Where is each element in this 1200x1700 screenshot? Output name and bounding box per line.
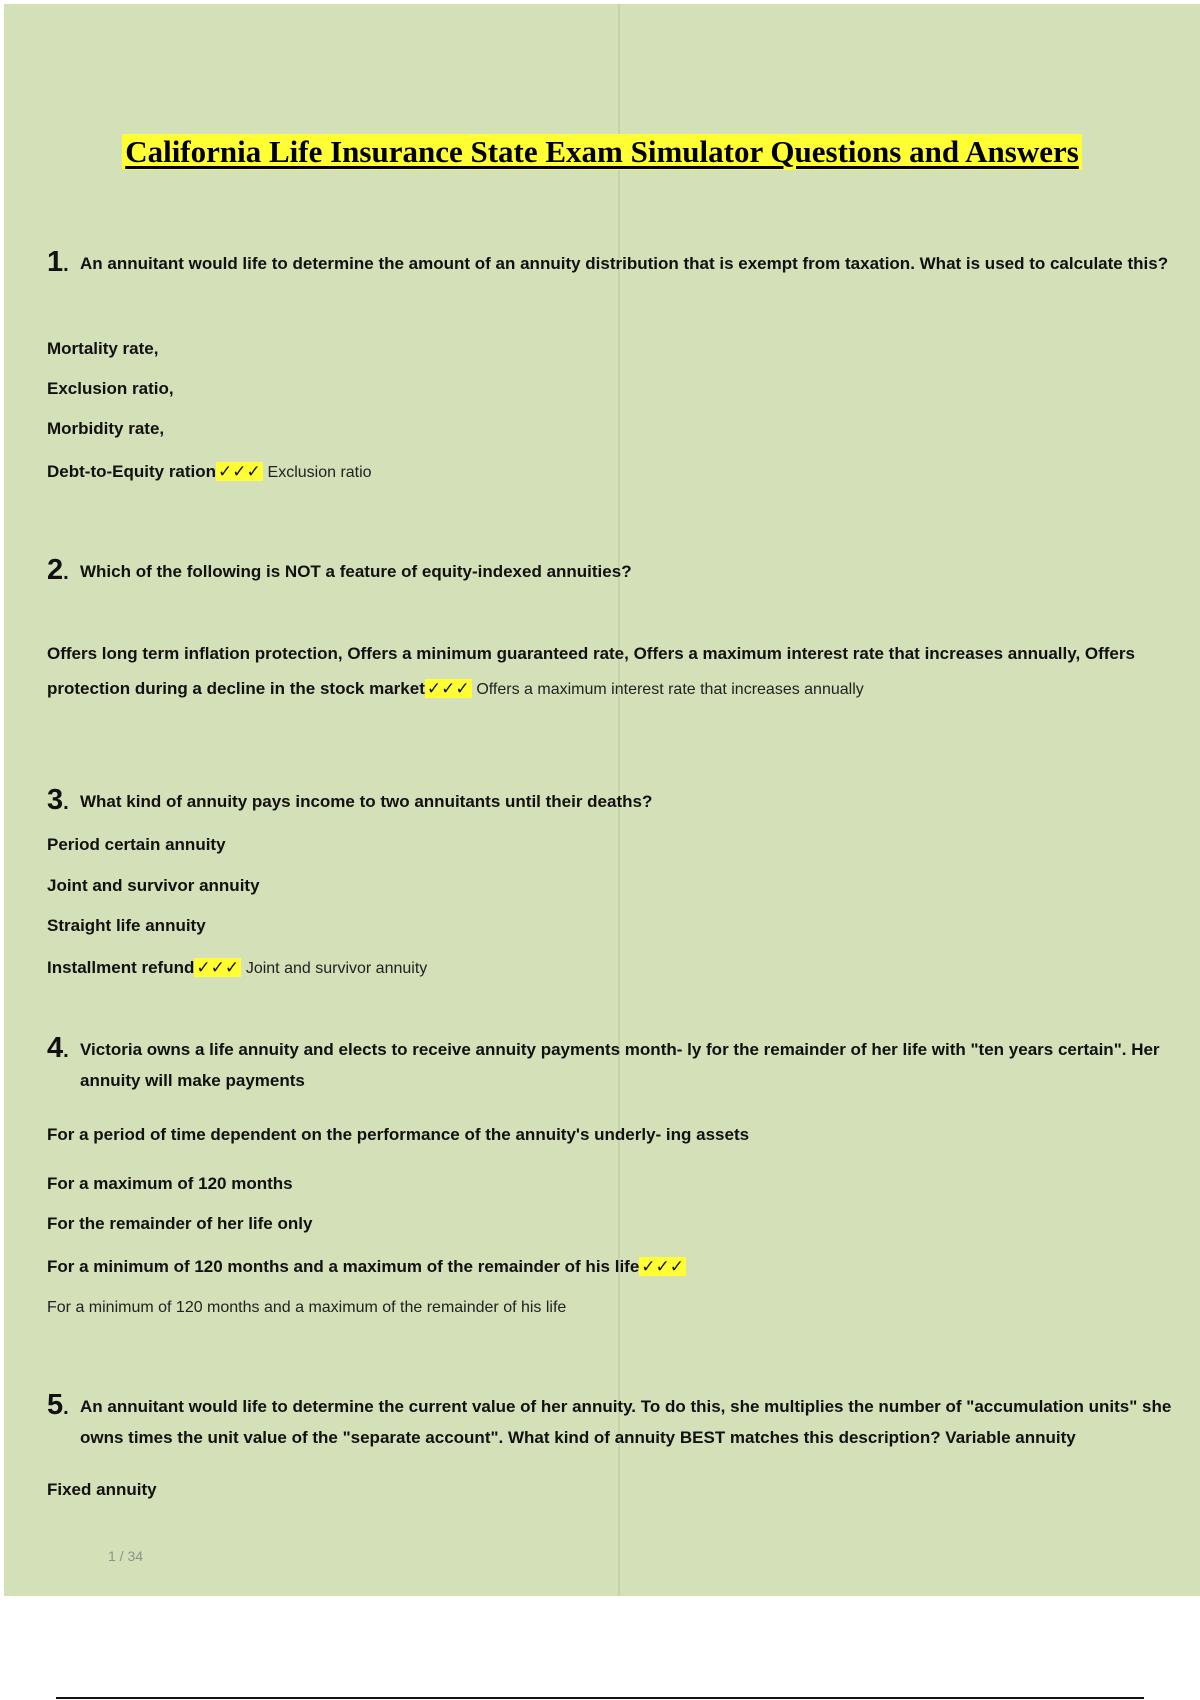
answer: For a minimum of 120 months and a maximum of the remainder of his life xyxy=(47,1299,567,1316)
question-number: 1 . xyxy=(47,245,69,282)
question-header xyxy=(47,1034,1200,1096)
question-1 xyxy=(47,248,1200,279)
option-with-answer xyxy=(47,958,1200,979)
page-indicator: 1 / 34 xyxy=(108,1548,144,1564)
option: For a period of time dependent on the performance of the annuity's underly- ing assets xyxy=(47,1125,750,1144)
question-4 xyxy=(47,1034,1200,1096)
question-3 xyxy=(47,786,1200,817)
question-1-options xyxy=(47,419,1200,459)
question-4-options xyxy=(47,1257,1200,1297)
question-3-options xyxy=(47,835,1200,875)
option: Period certain annuity xyxy=(47,835,226,854)
question-number: 5 . xyxy=(47,1388,69,1425)
question-5-options xyxy=(47,1480,1200,1520)
question-5 xyxy=(47,1391,1200,1453)
question-header xyxy=(47,786,1200,817)
check-mark-highlight: ✓✓✓ xyxy=(426,679,470,698)
option: For a maximum of 120 months xyxy=(47,1174,293,1193)
question-text: Which of the following is NOT a feature of equity-indexed annuities? xyxy=(80,562,632,581)
option: Straight life annuity xyxy=(47,916,206,935)
options-inline xyxy=(47,636,1167,707)
question-text: Victoria owns a life annuity and elects to receive annuity payments month- ly for the remainder of her life with "ten years certain". Her annuity will make payments xyxy=(80,1040,1160,1090)
question-2 xyxy=(47,556,1200,587)
answer: Exclusion ratio xyxy=(267,464,372,481)
question-3-answer-row xyxy=(47,958,1200,999)
question-3-options xyxy=(47,916,1200,956)
option-with-answer xyxy=(47,462,1200,483)
option: Debt-to-Equity ration xyxy=(47,462,217,481)
question-number: 2 . xyxy=(47,553,69,590)
document-title: California Life Insurance State Exam Simulator Questions and Answers xyxy=(122,134,1082,170)
answer: Offers a maximum interest rate that increases annually xyxy=(476,681,864,698)
question-3-options xyxy=(47,876,1200,916)
option: Fixed annuity xyxy=(47,1480,157,1499)
question-text: What kind of annuity pays income to two annuitants until their deaths? xyxy=(80,792,653,811)
question-4-answer xyxy=(47,1298,1200,1318)
question-1-options xyxy=(47,379,1200,419)
check-mark-highlight: ✓✓✓ xyxy=(641,1257,685,1276)
option-with-check xyxy=(47,1257,1200,1277)
question-2-options xyxy=(47,636,1200,707)
question-1-options xyxy=(47,339,1200,379)
option: For a minimum of 120 months and a maximum of the remainder of his life xyxy=(47,1257,640,1276)
answer: Joint and survivor annuity xyxy=(245,960,428,977)
question-4-options xyxy=(47,1125,1200,1165)
check-mark-highlight: ✓✓✓ xyxy=(196,958,240,977)
option: For the remainder of her life only xyxy=(47,1214,313,1233)
bottom-rule xyxy=(56,1697,1144,1699)
question-header xyxy=(47,1391,1200,1453)
option: Joint and survivor annuity xyxy=(47,876,260,895)
question-text: An annuitant would life to determine the amount of an annuity distribution that is exempt from taxation. What is used to calculate this? xyxy=(80,254,1169,273)
option: Mortality rate, xyxy=(47,339,159,358)
title-container xyxy=(4,134,1200,170)
question-number: 3 . xyxy=(47,783,69,820)
document-page xyxy=(4,4,1200,1596)
question-header xyxy=(47,556,1200,587)
option: Installment refund xyxy=(47,958,195,977)
question-text: An annuitant would life to determine the current value of her annuity. To do this, she multiplies the number of "accumulation units" she owns times the unit value of the "separate account". What kind of annuity BEST matches this description? Variable annuity xyxy=(80,1397,1172,1447)
question-4-options xyxy=(47,1174,1200,1214)
question-number: 4 . xyxy=(47,1031,69,1068)
question-1-answer-row xyxy=(47,462,1200,503)
option: Exclusion ratio, xyxy=(47,379,174,398)
options-text: Offers long term inflation protection, Offers a minimum guaranteed rate, Offers a maximum interest rate that increases annually, Offers protection during a decline in the stock market xyxy=(47,644,1135,698)
option: Morbidity rate, xyxy=(47,419,165,438)
question-header xyxy=(47,248,1200,279)
check-mark-highlight: ✓✓✓ xyxy=(218,462,261,481)
question-4-options xyxy=(47,1214,1200,1254)
